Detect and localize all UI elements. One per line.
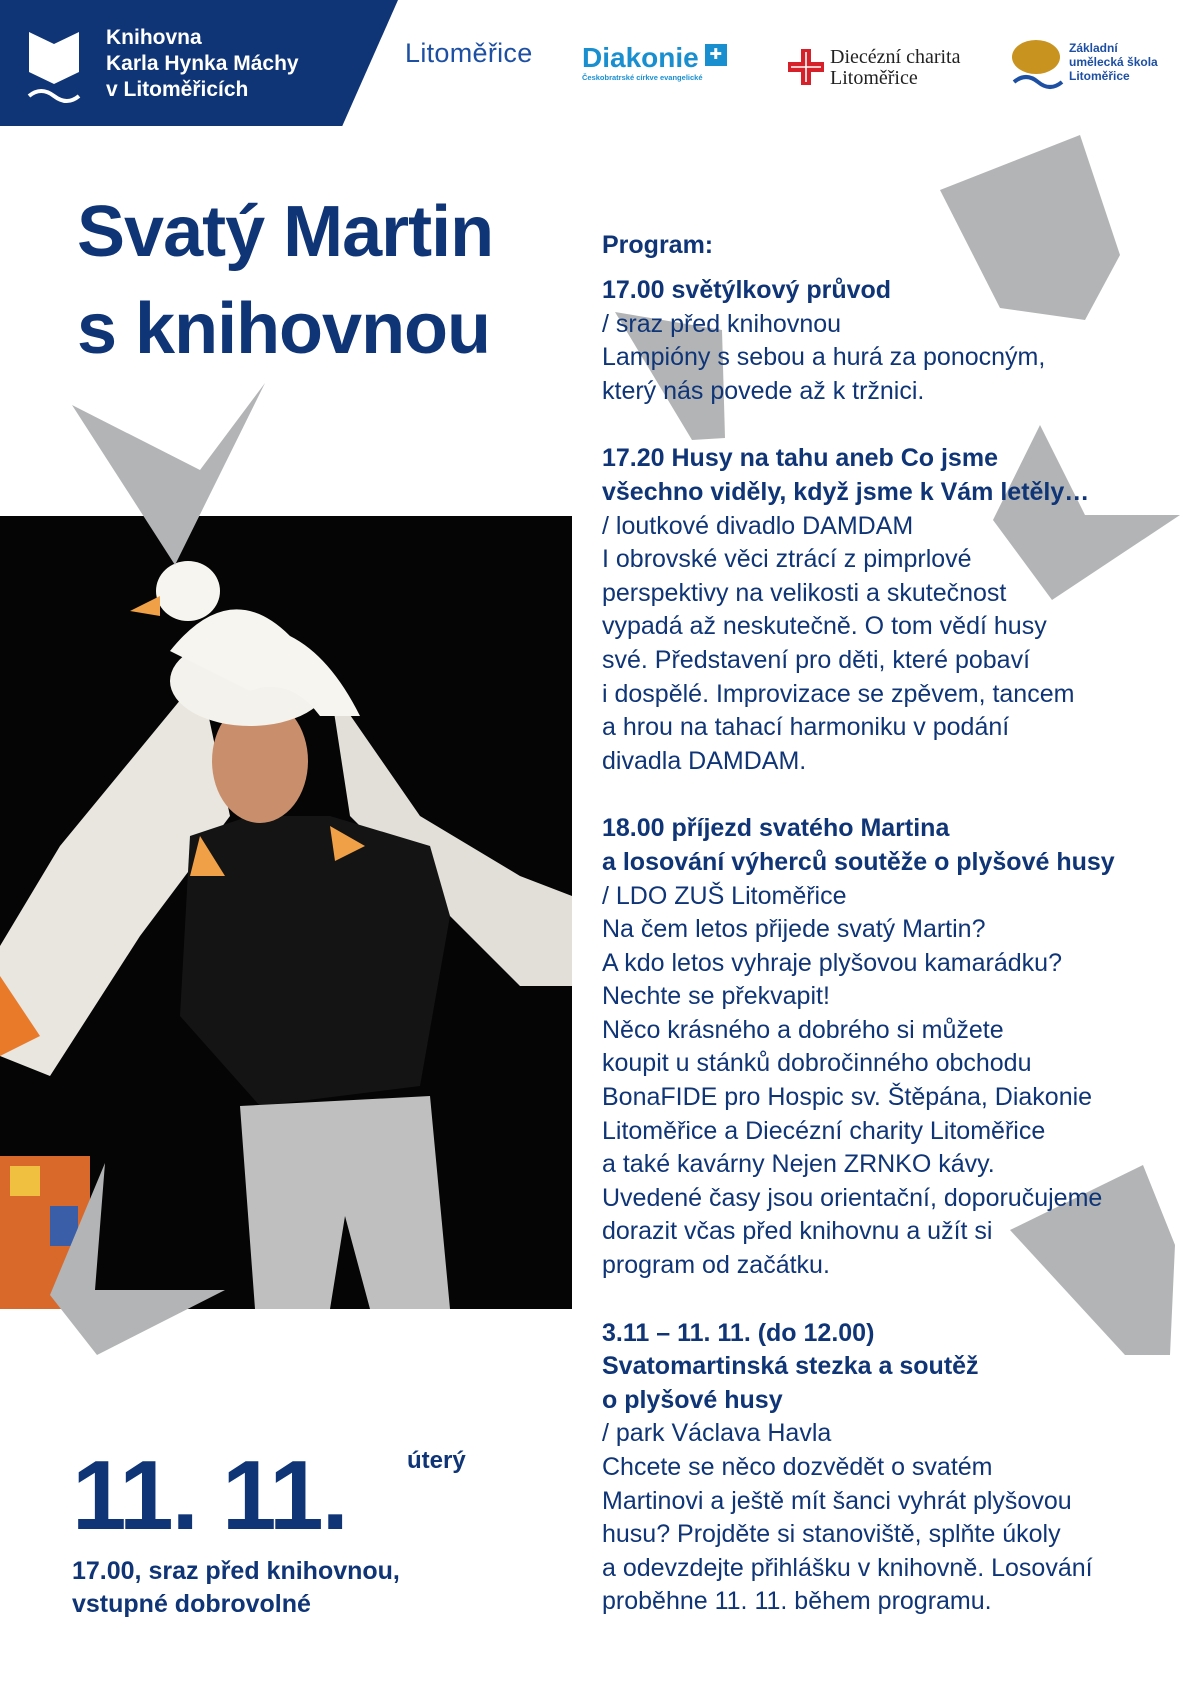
event-text-line: proběhne 11. 11. během programu. <box>602 1587 992 1616</box>
diakonie-name: Diakonie <box>582 42 699 73</box>
library-name-line: v Litoměřicích <box>106 78 249 101</box>
event-text-line: a odevzdejte přihlášku v knihovně. Losování <box>602 1553 1093 1582</box>
event-text-line: a hrou na tahací harmoniku v podání <box>602 713 1010 742</box>
program-event <box>602 1317 1162 1619</box>
event-title <box>602 1317 1162 1418</box>
event-title-line: Svatomartinská stezka a soutěž <box>602 1352 979 1381</box>
event-text-line: který nás povede až k tržnici. <box>602 376 925 405</box>
date-big: 11. 11. <box>72 1440 347 1550</box>
event-text-line: husu? Projděte si stanoviště, splňte úkoly <box>602 1520 1061 1549</box>
event-text-line: / sraz před knihovnou <box>602 309 842 338</box>
library-name-line: Knihovna <box>106 26 202 49</box>
event-text-line: koupit u stánků dobročinného obchodu <box>602 1049 1032 1078</box>
date-info-line: 17.00, sraz před knihovnou, <box>72 1557 400 1585</box>
event-title-line: o plyšové husy <box>602 1385 783 1414</box>
event-text-line: Něco krásného a dobrého si můžete <box>602 1015 1004 1044</box>
date-info-line: vstupné dobrovolné <box>72 1590 311 1618</box>
event-text-line: dorazit včas před knihovnu a užít si <box>602 1217 993 1246</box>
event-text-line: A kdo letos vyhraje plyšovou kamarádku? <box>602 948 1062 977</box>
event-text <box>602 510 1162 779</box>
event-text-line: BonaFIDE pro Hospic sv. Štěpána, Diakonie <box>602 1083 1093 1112</box>
charita-name-line: Litoměřice <box>830 67 918 89</box>
event-title-line: 3.11 – 11. 11. (do 12.00) <box>602 1318 875 1347</box>
zus-name-line: Základní <box>1069 41 1118 55</box>
cross-icon: ✚ <box>705 44 727 66</box>
event-text-line: své. Představení pro děti, které pobaví <box>602 645 1031 674</box>
event-title-line: a losování výherců soutěže o plyšové husy <box>602 847 1115 876</box>
event-text-line: divadla DAMDAM. <box>602 746 807 775</box>
event-text <box>602 1417 1162 1619</box>
diakonie-subtitle: Českobratrské církve evangelické <box>582 73 703 82</box>
event-text-line: a také kavárny Nejen ZRNKO kávy. <box>602 1150 995 1179</box>
event-text-line: Chcete se něco dozvědět o svatém <box>602 1453 993 1481</box>
event-text-line: Lampióny s sebou a hurá za ponocným, <box>602 343 1046 372</box>
event-date <box>72 1440 347 1550</box>
library-name-line: Karla Hynka Máchy <box>106 52 299 75</box>
event-text-line: perspektivy na velikosti a skutečnost <box>602 578 1007 607</box>
program-section <box>602 230 1162 1653</box>
event-text-line: program od začátku. <box>602 1251 830 1280</box>
event-text-line: / LDO ZUŠ Litoměřice <box>602 881 847 910</box>
event-text <box>602 308 1162 409</box>
event-text-line: vypadá až neskutečně. O tom vědí husy <box>602 612 1047 641</box>
event-text-line: I obrovské věci ztrácí z pimprlové <box>602 545 972 574</box>
litomerice-logo: Litoměřice <box>405 38 533 68</box>
event-title <box>602 812 1162 879</box>
event-text <box>602 880 1162 1283</box>
event-text-line: i dospělé. Improvizace se zpěvem, tancem <box>602 679 1075 708</box>
program-heading: Program: <box>602 231 714 259</box>
event-title-line: 17.00 světýlkový průvod <box>602 276 892 304</box>
event-title <box>602 274 1162 308</box>
event-text-line: Litoměřice a Diecézní charity Litoměřice <box>602 1116 1046 1145</box>
program-event <box>602 442 1162 778</box>
event-text-line: Martinovi a ještě mít šanci vyhrát plyšovou <box>602 1486 1072 1515</box>
event-text-line: Nechte se překvapit! <box>602 982 830 1011</box>
zus-name-line: Litoměřice <box>1069 69 1130 83</box>
title-line: Svatý Martin <box>77 192 494 272</box>
event-title <box>602 442 1162 509</box>
program-event <box>602 812 1162 1282</box>
charita-name-line: Diecézní charita <box>830 46 961 68</box>
event-title-line: 17.20 Husy na tahu aneb Co jsme <box>602 444 998 473</box>
program-event <box>602 274 1162 408</box>
event-title-line: všechno viděly, když jsme k Vám letěly… <box>602 477 1090 506</box>
zus-name-line: umělecká škola <box>1069 55 1158 69</box>
event-text-line: / loutkové divadlo DAMDAM <box>602 511 914 540</box>
event-text-line: / park Václava Havla <box>602 1419 832 1448</box>
event-text-line: Uvedené časy jsou orientační, doporučujeme <box>602 1183 1103 1212</box>
date-info <box>72 1555 400 1621</box>
event-text-line: Na čem letos přijede svatý Martin? <box>602 915 986 944</box>
event-title-line: 18.00 příjezd svatého Martina <box>602 814 950 843</box>
title-line: s knihovnou <box>77 289 491 369</box>
weekday-label: úterý <box>407 1447 466 1474</box>
